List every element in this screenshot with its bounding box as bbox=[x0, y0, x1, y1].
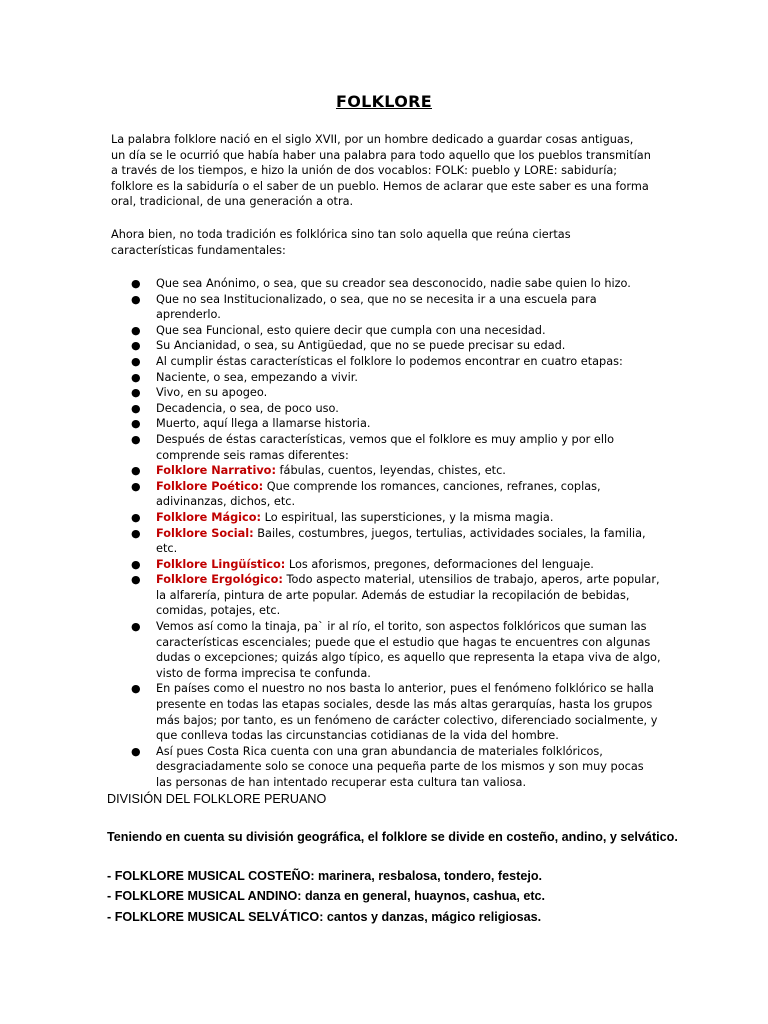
bullet-icon: ● bbox=[131, 682, 141, 696]
list-item bbox=[111, 557, 661, 573]
list-item-text: Vemos así como la tinaja, pa` ir al río, el torito, son aspectos folklóricos que suman las características escenciales; puede que el estudio que hagas te encuentres con algunas dudas o excepciones; quizás algo típico, es aquello que representa la etapa viva de algo, visto de forma imprecisa te confunda. bbox=[156, 620, 661, 680]
list-item bbox=[111, 401, 661, 417]
list-item bbox=[111, 276, 661, 292]
bullet-icon: ● bbox=[131, 292, 141, 306]
list-item bbox=[111, 510, 661, 526]
list-item-text: Después de éstas características, vemos que el folklore es muy amplio y por ello comprende seis ramas diferentes: bbox=[156, 432, 615, 462]
list-item bbox=[111, 463, 661, 479]
branch-label: Folklore Social: bbox=[156, 526, 254, 540]
list-item-text: Que sea Anónimo, o sea, que su creador sea desconocido, nadie sabe quien lo hizo. bbox=[156, 277, 631, 290]
list-item bbox=[111, 619, 661, 681]
bullet-icon: ● bbox=[131, 573, 141, 587]
division-intro: Teniendo en cuenta su división geográfica, el folklore se divide en costeño, andino, y selvático. bbox=[107, 830, 678, 844]
list-item-text: Bailes, costumbres, juegos, tertulias, actividades sociales, la familia, etc. bbox=[156, 526, 646, 556]
list-item-text: Lo espiritual, las supersticiones, y la misma magia. bbox=[261, 510, 554, 524]
list-item bbox=[111, 479, 661, 510]
intro-paragraph: La palabra folklore nació en el siglo XVII, por un hombre dedicado a guardar cosas antiguas, un día se le ocurrió que había haber una palabra para todo aquello que los pueblos transmitían a través de los tiempos, e hizo la unión de dos vocablos: FOLK: pueblo y LORE: sabiduría; folklore es la sabiduría o el saber de un pueblo. Hemos de aclarar que este saber es una forma oral, tradicional, de una generación a otra. bbox=[111, 133, 651, 209]
list-item-text: Todo aspecto material, utensilios de trabajo, aperos, arte popular, la alfarería, pintura de arte popular. Además de estudiar la recopilación de bebidas, comidas, potajes, etc. bbox=[156, 573, 660, 618]
list-item-text: Decadencia, o sea, de poco uso. bbox=[156, 401, 339, 415]
bullet-icon: ● bbox=[131, 432, 141, 446]
bullet-icon: ● bbox=[131, 354, 141, 368]
list-item bbox=[111, 323, 661, 339]
list-item bbox=[111, 354, 661, 370]
branch-label: Folklore Lingüístico: bbox=[156, 557, 286, 571]
bullet-icon: ● bbox=[131, 620, 141, 634]
branch-label: Folklore Mágico: bbox=[156, 510, 262, 524]
bullet-icon: ● bbox=[131, 744, 141, 758]
list-item-text: Muerto, aquí llega a llamarse historia. bbox=[156, 417, 371, 431]
list-item-text: Al cumplir éstas características el folklore lo podemos encontrar en cuatro etapas: bbox=[156, 354, 623, 368]
list-item bbox=[111, 292, 661, 323]
list-item-text: Que no sea Institucionalizado, o sea, que no se necesita ir a una escuela para aprenderlo. bbox=[156, 292, 597, 322]
branch-label: Folklore Poético: bbox=[156, 479, 264, 493]
list-item bbox=[111, 338, 661, 354]
list-item bbox=[111, 385, 661, 401]
bullet-icon: ● bbox=[131, 323, 141, 337]
list-item-text: Vivo, en su apogeo. bbox=[156, 386, 268, 400]
division-heading: DIVISIÓN DEL FOLKLORE PERUANO bbox=[107, 792, 327, 806]
bullet-icon: ● bbox=[131, 370, 141, 384]
list-item bbox=[111, 744, 661, 791]
document-title: FOLKLORE bbox=[335, 92, 432, 111]
list-item-text: Así pues Costa Rica cuenta con una gran abundancia de materiales folklóricos, desgraciadamente solo se conoce una pequeña parte de los mismos y son muy pocas las personas de han intentado recuperar esta cultura tan valiosa. bbox=[156, 744, 644, 789]
bullet-icon: ● bbox=[131, 557, 141, 571]
bullet-icon: ● bbox=[131, 464, 141, 478]
bullet-icon: ● bbox=[131, 417, 141, 431]
list-item-text: Su Ancianidad, o sea, su Antigüedad, que no se puede precisar su edad. bbox=[156, 339, 566, 353]
musical-costeno-line: - FOLKLORE MUSICAL COSTEÑO: marinera, resbalosa, tondero, festejo. bbox=[107, 869, 543, 883]
bullet-icon: ● bbox=[131, 479, 141, 493]
list-item-text: Que sea Funcional, esto quiere decir que cumpla con una necesidad. bbox=[156, 323, 546, 337]
list-item bbox=[111, 681, 661, 743]
bullet-icon: ● bbox=[131, 277, 141, 290]
musical-selvatico-line: - FOLKLORE MUSICAL SELVÁTICO: cantos y danzas, mágico religiosas. bbox=[107, 910, 542, 924]
bullet-icon: ● bbox=[131, 339, 141, 353]
list-item bbox=[111, 526, 661, 557]
list-item-text: Los aforismos, pregones, deformaciones del lenguaje. bbox=[285, 557, 594, 571]
list-item-text: fábulas, cuentos, leyendas, chistes, etc. bbox=[275, 464, 506, 478]
list-item bbox=[111, 370, 661, 386]
list-item-text: En países como el nuestro no nos basta lo anterior, pues el fenómeno folklórico se halla presente en todas las etapas sociales, desde las más altas gerarquías, hasta los grupos más bajos; por tanto, es un fenómeno de carácter colectivo, diferenciado socialmente, y que conlleva todas las circunstancias cotidianas de la vida del hombre. bbox=[156, 682, 658, 743]
branch-label: Folklore Narrativo: bbox=[156, 464, 276, 478]
list-item-text: Naciente, o sea, empezando a vivir. bbox=[156, 370, 358, 384]
branch-label: Folklore Ergológico: bbox=[156, 573, 283, 587]
musical-andino-line: - FOLKLORE MUSICAL ANDINO: danza en general, huaynos, cashua, etc. bbox=[107, 889, 546, 903]
bullet-icon: ● bbox=[131, 526, 141, 540]
characteristics-intro-paragraph: Ahora bien, no toda tradición es folklórica sino tan solo aquella que reúna ciertas características fundamentales: bbox=[111, 228, 571, 257]
bullet-icon: ● bbox=[131, 510, 141, 524]
list-item bbox=[111, 416, 661, 432]
bullet-list bbox=[111, 276, 661, 791]
list-item bbox=[111, 432, 661, 463]
bullet-icon: ● bbox=[131, 386, 141, 400]
list-item bbox=[111, 572, 661, 619]
list-item-text: Que comprende los romances, canciones, refranes, coplas, adivinanzas, dichos, etc. bbox=[156, 479, 601, 509]
bullet-icon: ● bbox=[131, 401, 141, 415]
